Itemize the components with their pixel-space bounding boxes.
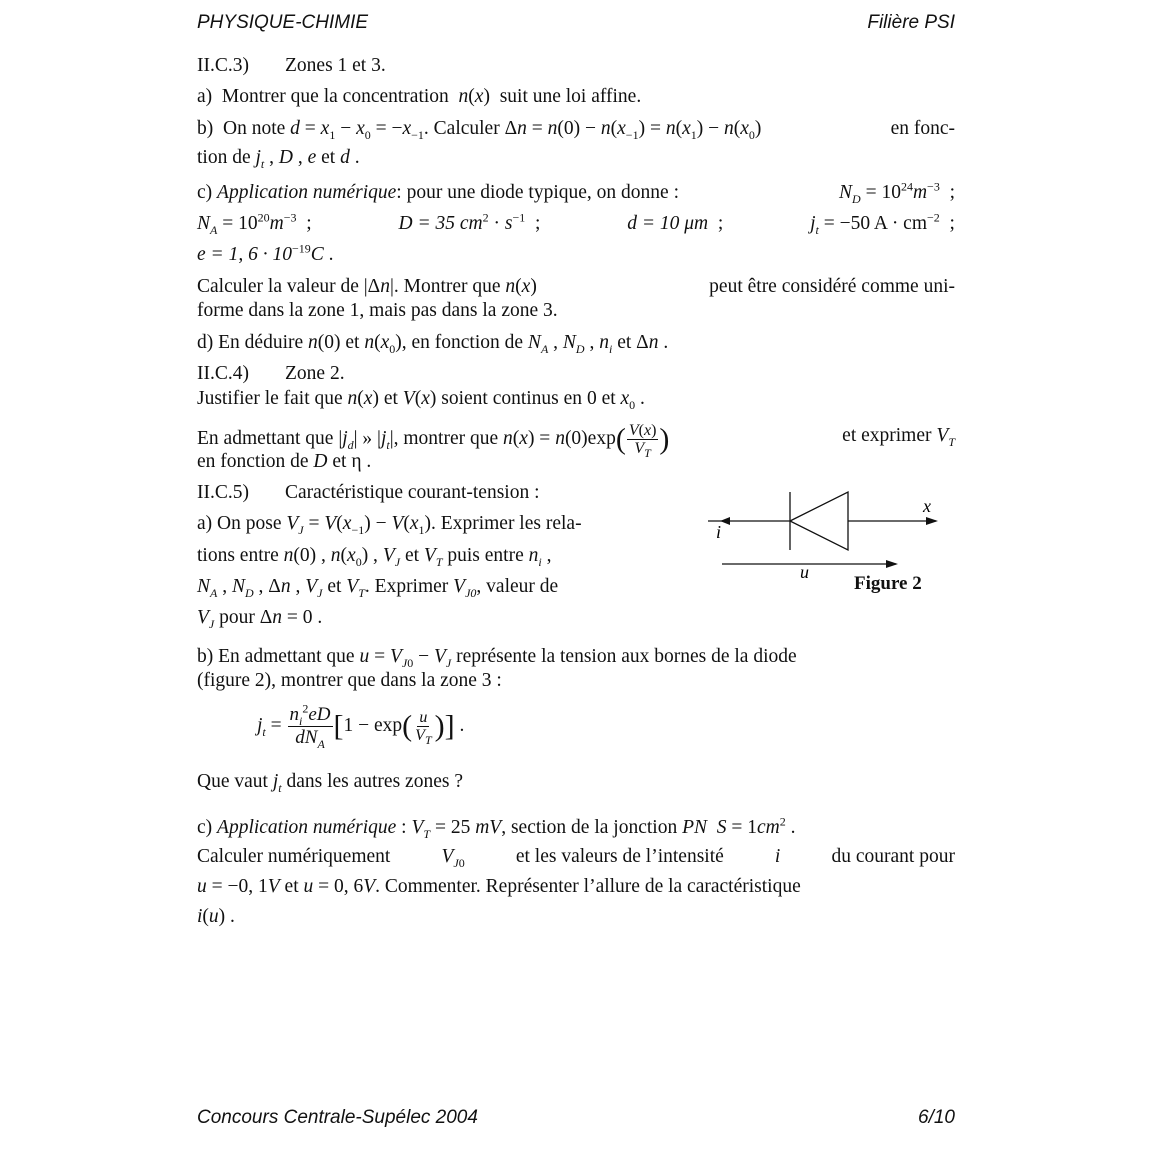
- question-line: b) On note $d = x_1 - x_0 = -x_{-1}$. Calculer $\Delta n = n(0) - n(x_{-1}) = n(x_1) - n(x_0)$ en fonc-: [197, 118, 955, 142]
- question-line: tions entre n(0) , $n(x_0)$ , $V_J$ et $V_T$ puis entre $n_i$ ,: [197, 545, 552, 569]
- question-line: b) En admettant que $u = V_{J0} - V_J$ représente la tension aux bornes de la diode: [197, 646, 797, 670]
- section-heading: [197, 362, 955, 386]
- figure-caption: Figure 2: [854, 573, 922, 594]
- question-line: a) On pose $V_J = V(x_{-1}) - V(x_1)$. Exprimer les rela-: [197, 513, 582, 537]
- question-line: c) Application numérique : $V_T = 25$ mV, section de la jonction PN $S = 1cm^2$ .: [197, 814, 796, 841]
- diode-triangle: [790, 492, 848, 550]
- question-line: Calculer numériquement $V_{J0}$ et les valeurs de l’intensité i du courant pour: [197, 846, 955, 870]
- question-line: a) Montrer que la concentration n(x) suit une loi affine.: [197, 86, 642, 107]
- section-number: II.C.5): [197, 482, 249, 503]
- section-title: Zone 2.: [285, 363, 345, 384]
- axis-arrow-icon: [926, 517, 938, 525]
- question-line: $N_A$ , $N_D$ , Δn , $V_J$ et $V_T$. Exprimer $V_{J0}$, valeur de: [197, 576, 559, 600]
- footer-contest: Concours Centrale-Supélec 2004: [197, 1107, 478, 1128]
- page-number: 6/10: [918, 1107, 955, 1128]
- question-line: $N_A = 10^{20}m^{-3}$ ; D = 35 $cm^2 \cdot s^{-1}$ ; d = 10 μm ; $j_t = -50$ $A \cdot cm^{-2}$ ;: [197, 210, 955, 237]
- section-title: Zones 1 et 3.: [285, 55, 386, 76]
- section-number: II.C.3): [197, 55, 249, 76]
- question-line: e = 1, $6 \cdot 10^{-19}C$ .: [197, 241, 334, 265]
- question-line: (figure 2), montrer que dans la zone 3 :: [197, 670, 502, 691]
- label-u: u: [800, 562, 809, 582]
- equation: $j_t$ = $\frac{n_i^2eD}{dN_A}$ [1 − exp( $\frac{u}{V_T}$ )] .: [257, 701, 465, 751]
- voltage-arrow-icon: [886, 560, 898, 568]
- question-line: d) En déduire n(0) et $n(x_0)$, en fonction de $N_A$ , $N_D$ , $n_i$ et Δn .: [197, 332, 669, 356]
- current-arrow-icon: [720, 517, 730, 525]
- question-line: en fonction de D et η .: [197, 451, 372, 472]
- question-line: Que vaut $j_t$ dans les autres zones ?: [197, 771, 463, 795]
- label-i: i: [716, 522, 722, 542]
- question-line: $V_J$ pour Δn = 0 .: [197, 607, 323, 631]
- section-title: Caractéristique courant-tension :: [285, 482, 540, 503]
- question-line: En admettant que $|j_d|$ » $|j_t|$, montrer que n(x) = n(0)exp( $\frac{V(x)}{V_T}$ ) et exprimer $V_T$: [197, 422, 955, 461]
- section-heading: [197, 54, 955, 78]
- question-line: Calculer la valeur de |Δn|. Montrer que n(x) peut être considéré comme uni-: [197, 276, 955, 297]
- question-line: i(u) .: [197, 906, 235, 927]
- section-number: II.C.4): [197, 363, 249, 384]
- label-x: x: [923, 496, 931, 516]
- question-line: tion de $j_t$ , D , e et d .: [197, 147, 360, 171]
- question-line: Justifier le fait que n(x) et V(x) soient continus en 0 et $x_0$ .: [197, 388, 645, 412]
- question-line: forme dans la zone 1, mais pas dans la zone 3.: [197, 300, 558, 321]
- header-track: Filière PSI: [867, 12, 955, 33]
- question-line: c) Application numérique: pour une diode typique, on donne : $N_D = 10^{24}m^{-3}$ ;: [197, 179, 955, 206]
- header-subject: PHYSIQUE-CHIMIE: [197, 12, 369, 33]
- question-line: u = −0, 1V et u = 0, 6V. Commenter. Représenter l’allure de la caractéristique: [197, 876, 801, 897]
